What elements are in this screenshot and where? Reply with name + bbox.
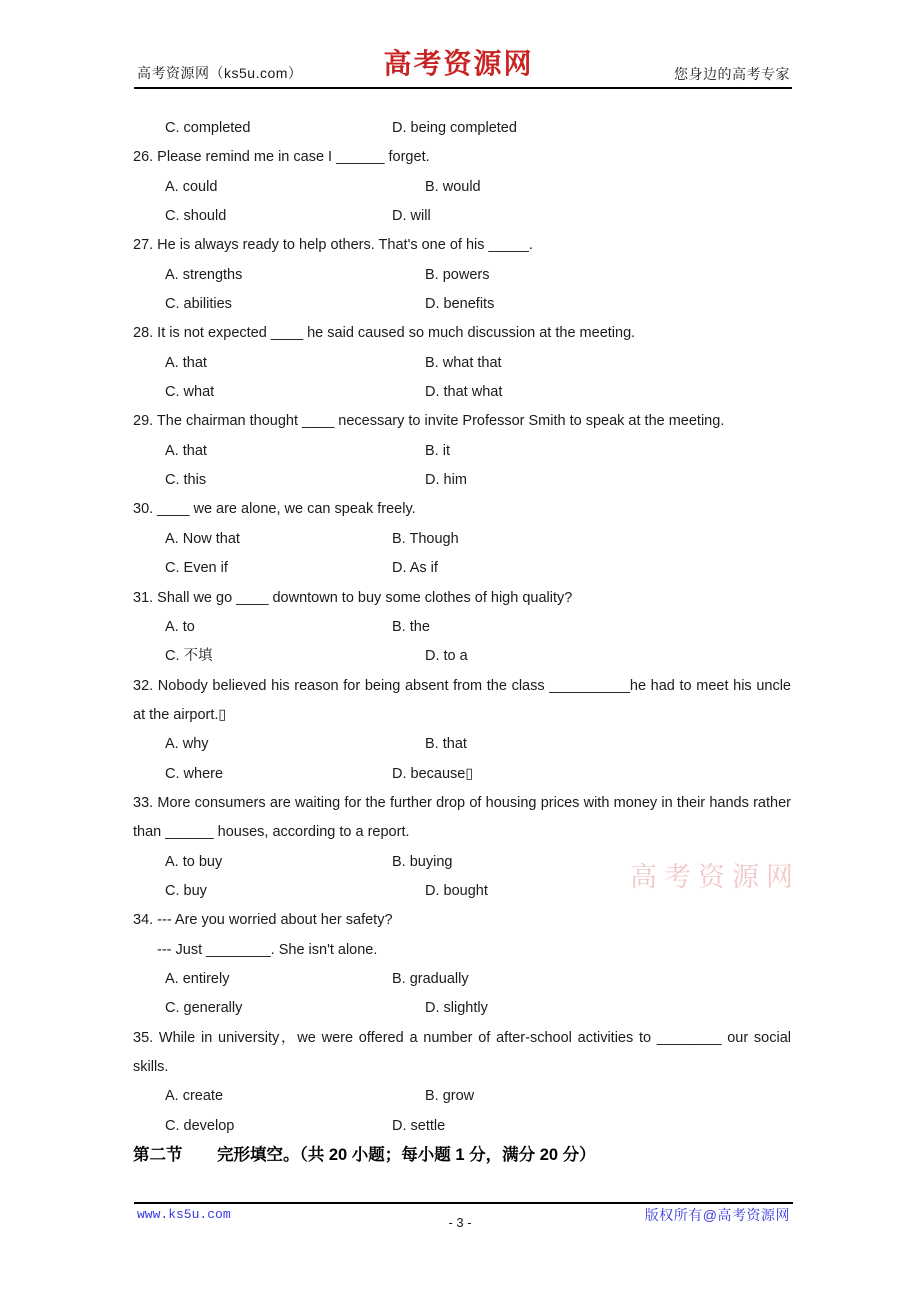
question-26-stem: 26. Please remind me in case I ______ forget. xyxy=(133,149,430,166)
site-logo: 高考资源网 xyxy=(383,49,534,80)
question-29-option-b: B. it xyxy=(425,442,450,459)
question-28-stem: 28. It is not expected ____ he said caused so much discussion at the meeting. xyxy=(133,325,636,342)
question-30-option-c: C. Even if xyxy=(165,560,228,577)
question-33-options-ab xyxy=(133,848,791,877)
question-30-option-d: D. As if xyxy=(392,560,438,577)
question-33-option-b: B. buying xyxy=(392,853,453,870)
footer-divider xyxy=(134,1202,793,1204)
question-34-option-c: C. generally xyxy=(165,1000,243,1017)
question-35-option-c: C. develop xyxy=(165,1117,235,1134)
question-26-options-cd xyxy=(133,202,791,231)
footer-copyright-link[interactable]: 版权所有@高考资源网 xyxy=(644,1207,790,1223)
question-31-option-b: B. the xyxy=(392,618,430,635)
question-31-options-cd xyxy=(133,642,791,671)
question-26-option-d: D. will xyxy=(392,208,431,225)
question-32-options-ab xyxy=(133,730,791,759)
question-34-option-a: A. entirely xyxy=(165,970,230,987)
question-28-options-cd xyxy=(133,378,791,407)
section-heading-label: 第二节 xyxy=(133,1146,183,1165)
question-32-option-b: B. that xyxy=(425,736,467,753)
question-26-option-b: B. would xyxy=(425,178,481,195)
question-30-options-ab xyxy=(133,525,791,554)
footer-site-link[interactable]: www.ks5u.com xyxy=(137,1207,231,1222)
header-divider xyxy=(134,87,792,89)
question-26-option-a: A. could xyxy=(165,178,218,195)
question-30-stem: 30. ____ we are alone, we can speak freely. xyxy=(133,501,416,518)
header-tagline: 您身边的高考专家 xyxy=(674,66,790,82)
question-33-option-c: C. buy xyxy=(165,882,207,899)
question-34-stem-line2: --- Just ________. She isn't alone. xyxy=(157,941,378,958)
question-33-stem: 33. More consumers are waiting for the further drop of housing prices with money in their hands rather than ______ houses, according to a report. xyxy=(133,794,791,841)
question-27-option-b: B. powers xyxy=(425,266,490,283)
question-35-option-a: A. create xyxy=(165,1088,224,1105)
question-28-option-d: D. that what xyxy=(425,384,503,401)
question-32-stem: 32. Nobody believed his reason for being absent from the class __________he had to meet his uncle at the airport.▯ xyxy=(133,677,791,723)
question-34-stem: 34. --- Are you worried about her safety? xyxy=(133,912,393,929)
question-32-option-d: D. because▯ xyxy=(392,765,474,782)
question-34-options-cd xyxy=(133,994,791,1023)
section-heading-title: 完形填空。（共 20 小题；每小题 1 分，满分 20 分） xyxy=(217,1146,596,1165)
question-27-option-a: A. strengths xyxy=(165,266,243,283)
question-35-options-ab xyxy=(133,1082,791,1111)
question-26-option-c: C. should xyxy=(165,208,227,225)
question-35-option-b: B. grow xyxy=(425,1088,475,1105)
question-31-option-d: D. to a xyxy=(425,648,468,665)
question-30-option-a: A. Now that xyxy=(165,530,240,547)
question-28-option-c: C. what xyxy=(165,384,215,401)
question-32-option-c: C. where xyxy=(165,765,224,782)
question-35-options-cd xyxy=(133,1112,791,1141)
question-34-options-ab xyxy=(133,965,791,994)
question-25-options-cd xyxy=(133,114,791,143)
question-30-option-b: B. Though xyxy=(392,530,459,547)
question-34-option-d: D. slightly xyxy=(425,1000,488,1017)
question-31-stem: 31. Shall we go ____ downtown to buy some clothes of high quality? xyxy=(133,589,573,606)
question-28-option-b: B. what that xyxy=(425,354,502,371)
question-27-options-ab xyxy=(133,261,791,290)
question-35-stem: 35. While in university，we were offered a number of after-school activities to ________ our social skills. xyxy=(133,1029,791,1075)
question-28-options-ab xyxy=(133,349,791,378)
question-31-option-c: C. 不填 xyxy=(165,648,213,665)
question-33-option-a: A. to buy xyxy=(165,853,223,870)
page-number: - 3 - xyxy=(448,1215,472,1230)
question-26-options-ab xyxy=(133,173,791,202)
question-29-option-c: C. this xyxy=(165,472,207,489)
question-35-option-d: D. settle xyxy=(392,1117,446,1134)
question-29-option-d: D. him xyxy=(425,472,467,489)
question-29-options-cd xyxy=(133,466,791,495)
question-27-option-c: C. abilities xyxy=(165,296,232,313)
question-31-options-ab xyxy=(133,613,791,642)
question-32-option-a: A. why xyxy=(165,736,209,753)
question-32-options-cd xyxy=(133,760,791,789)
question-31-option-a: A. to xyxy=(165,618,195,635)
question-30-options-cd xyxy=(133,554,791,583)
question-25-option-c: C. completed xyxy=(165,120,251,136)
question-33-option-d: D. bought xyxy=(425,882,488,899)
question-33-options-cd xyxy=(133,877,791,906)
question-27-options-cd xyxy=(133,290,791,319)
question-34-option-b: B. gradually xyxy=(392,970,469,987)
exam-content xyxy=(133,114,791,1170)
section-heading xyxy=(133,1141,791,1170)
question-29-options-ab xyxy=(133,437,791,466)
question-29-option-a: A. that xyxy=(165,442,207,459)
question-25-option-d: D. being completed xyxy=(392,120,517,136)
question-27-stem: 27. He is always ready to help others. That's one of his _____. xyxy=(133,237,533,254)
question-28-option-a: A. that xyxy=(165,354,207,371)
question-27-option-d: D. benefits xyxy=(425,296,495,313)
header-site-name: 高考资源网（ks5u.com） xyxy=(137,65,303,81)
question-29-stem: 29. The chairman thought ____ necessary to invite Professor Smith to speak at the meeting. xyxy=(133,413,725,430)
watermark: 高考资源网 xyxy=(630,862,800,892)
